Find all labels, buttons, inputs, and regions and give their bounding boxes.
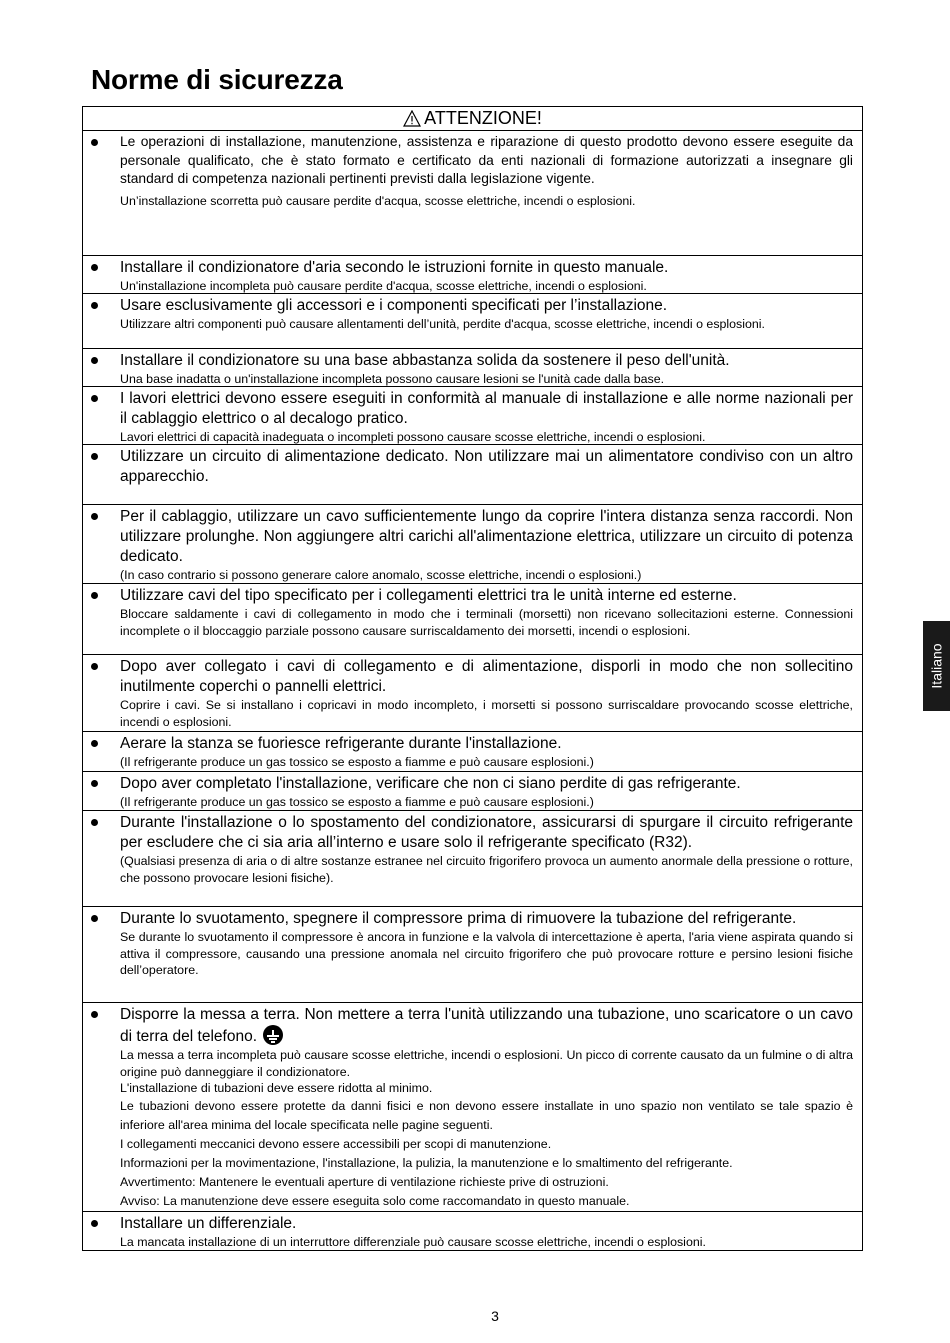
- warning-header: [83, 107, 862, 131]
- page-title: Norme di sicurezza: [91, 64, 343, 95]
- warning-item-detail: (Qualsiasi presenza di aria o di altre sostanze estranee nel circuito frigorifero provoca un aumento anormale della pressione o rotture, che possono provocare lesioni fisiche).: [120, 854, 853, 885]
- warning-item-main: Utilizzare cavi del tipo specificato per i collegamenti elettrici tra le unità interne ed esterne.: [120, 587, 737, 604]
- bullet: [91, 780, 98, 787]
- warning-triangle-icon: [403, 110, 421, 127]
- warning-item-main: Durante l'installazione o lo spostamento del condizionatore, assicurarsi di spurgare il circuito refrigerante per escludere che ci sia aria all’interno e usare solo il refrigerante specificato (R32).: [120, 814, 853, 851]
- warning-item-detail: Le tubazioni devono essere protette da danni fisici e non devono essere installate in uno spazio non ventilato se tale spazio è inferiore all'area minima del locale specificata nelle pagine seguenti.: [120, 1098, 853, 1132]
- warning-item: [83, 131, 862, 256]
- warning-item-main: Dopo aver completato l'installazione, verificare che non ci siano perdite di gas refrigerante.: [120, 775, 741, 792]
- bullet: [91, 915, 98, 922]
- warning-item-detail: I collegamenti meccanici devono essere accessibili per scopi di manutenzione.: [120, 1136, 552, 1151]
- language-side-tab: [923, 621, 950, 711]
- warning-item-detail: Se durante lo svuotamento il compressore è ancora in funzione e la valvola di intercettazione è aperta, l'aria viene aspirata quando si attiva il compressore, causando una pressione anomala nel circuito frigorifero che può provocare rotture e persino lesioni fisiche dell’operatore.: [120, 930, 853, 977]
- warning-item: [83, 732, 862, 772]
- warning-item-main: Installare il condizionatore su una base abbastanza solida da sostenere il peso dell'unità.: [120, 352, 730, 369]
- warning-item-main: Dopo aver collegato i cavi di collegamento e di alimentazione, disporli in modo che non sollecitino inutilmente coperchi o pannelli elettrici.: [120, 658, 853, 695]
- warning-item: [83, 584, 862, 655]
- bullet: [91, 1220, 98, 1227]
- warning-item: [83, 1212, 862, 1250]
- warning-item: [83, 387, 862, 445]
- warning-item: [83, 505, 862, 584]
- warning-item-main: Installare il condizionatore d'aria secondo le istruzioni fornite in questo manuale.: [120, 259, 669, 276]
- warning-item-detail: La mancata installazione di un interruttore differenziale può causare scosse elettriche, incendi o esplosioni.: [120, 1235, 706, 1249]
- warning-item-main: [120, 1005, 853, 1047]
- warning-item-main: I lavori elettrici devono essere eseguiti in conformità al manuale di installazione e alle norme nazionali per il cablaggio elettrico o al decalogo pratico.: [120, 390, 853, 427]
- warning-item: [83, 294, 862, 349]
- warning-item-detail: Una base inadatta o un'installazione incompleta possono causare lesioni se l'unità cade dalla base.: [120, 372, 665, 386]
- bullet: [91, 453, 98, 460]
- warning-item: [83, 655, 862, 732]
- warning-item-detail: Coprire i cavi. Se si installano i copricavi in modo incompleto, i morsetti si possono surriscaldare provocando scosse elettriche, incendi o esplosioni.: [120, 698, 853, 729]
- warning-item-detail: (Il refrigerante produce un gas tossico se esposto a fiamme e può causare esplosioni.): [120, 755, 594, 769]
- warning-item: [83, 256, 862, 294]
- warning-item-detail: Avviso: La manutenzione deve essere eseguita solo come raccomandato in questo manuale.: [120, 1193, 630, 1208]
- language-side-tab-label: Italiano: [928, 643, 945, 689]
- warning-item-detail: Utilizzare altri componenti può causare allentamenti dell’unità, perdite d'acqua, scosse elettriche, incendi o esplosioni.: [120, 317, 765, 331]
- warning-item-detail: Lavori elettrici di capacità inadeguata o incompleti possono causare scosse elettriche, incendi o esplosioni.: [120, 430, 706, 444]
- warning-item-detail: (Il refrigerante produce un gas tossico se esposto a fiamme e può causare esplosioni.): [120, 795, 594, 809]
- bullet: [91, 513, 98, 520]
- warning-item-main: Le operazioni di installazione, manutenzione, assistenza e riparazione di questo prodotto devono essere eseguite da personale qualificato, che è stato formato e certificato da enti nazionali di formazione autorizzati a insegnare gli standard di competenza nazionali pertinenti previsti dalla legislazione vigente.: [120, 134, 853, 186]
- warning-header-label: ATTENZIONE!: [424, 108, 542, 128]
- warning-item-detail: Bloccare saldamente i cavi di collegamento in modo che i terminali (morsetti) non ricevano sollecitazioni esterne. Connessioni incomplete o il bloccaggio parziale possono causare surriscaldamento dei morsetti, incendi o esplosioni.: [120, 607, 853, 638]
- bullet: [91, 663, 98, 670]
- bullet: [91, 264, 98, 271]
- warning-item: [83, 349, 862, 387]
- warning-item: [83, 445, 862, 505]
- warning-item-main: Per il cablaggio, utilizzare un cavo sufficientemente lungo da coprire l'intera distanza senza raccordi. Non utilizzare prolunghe. Non aggiungere altri carichi all'alimentazione elettrica, utilizzare un circuito di potenza dedicato.: [120, 508, 853, 565]
- warning-item: [83, 907, 862, 1003]
- bullet: [91, 1011, 98, 1018]
- warning-item: [83, 1003, 862, 1212]
- warning-item-detail: La messa a terra incompleta può causare scosse elettriche, incendi o esplosioni. Un picco di corrente causato da un fulmine o di altra origine può danneggiare il condizionatore.: [120, 1048, 853, 1079]
- bullet: [91, 302, 98, 309]
- warning-item-detail: Un'installazione incompleta può causare perdite d'acqua, scosse elettriche, incendi o esplosioni.: [120, 279, 647, 293]
- warning-item-main: Installare un differenziale.: [120, 1215, 297, 1232]
- warning-item-detail: L'installazione di tubazioni deve essere ridotta al minimo.: [120, 1081, 433, 1095]
- bullet: [91, 740, 98, 747]
- warning-item-main: Utilizzare un circuito di alimentazione dedicato. Non utilizzare mai un alimentatore condiviso con un altro apparecchio.: [120, 448, 853, 485]
- warning-item: [83, 811, 862, 907]
- bullet: [91, 357, 98, 364]
- bullet: [91, 819, 98, 826]
- warning-item-detail: Informazioni per la movimentazione, l'installazione, la pulizia, la manutenzione e lo smaltimento del refrigerante.: [120, 1155, 733, 1170]
- warning-item-detail: Un’installazione scorretta può causare perdite d'acqua, scosse elettriche, incendi o esplosioni.: [120, 193, 636, 208]
- warning-item-main: Usare esclusivamente gli accessori e i componenti specificati per l’installazione.: [120, 297, 668, 314]
- ground-symbol-icon: [263, 1025, 283, 1045]
- bullet: [91, 139, 98, 146]
- warning-item-detail: (In caso contrario si possono generare calore anomalo, scosse elettriche, incendi o esplosioni.): [120, 568, 642, 582]
- warning-table: [82, 106, 863, 1251]
- warning-item-main-text: Disporre la messa a terra. Non mettere a terra l'unità utilizzando una tubazione, uno scaricatore o un cavo di terra del telefono.: [120, 1006, 853, 1045]
- page-number: 3: [491, 1308, 499, 1324]
- bullet: [91, 592, 98, 599]
- warning-item-main: Aerare la stanza se fuoriesce refrigerante durante l'installazione.: [120, 735, 562, 752]
- warning-item: [83, 772, 862, 811]
- bullet: [91, 395, 98, 402]
- warning-item-detail: Avvertimento: Mantenere le eventuali aperture di ventilazione richieste prive di ostruzioni.: [120, 1174, 609, 1189]
- warning-item-main: Durante lo svuotamento, spegnere il compressore prima di rimuovere la tubazione del refrigerante.: [120, 910, 797, 927]
